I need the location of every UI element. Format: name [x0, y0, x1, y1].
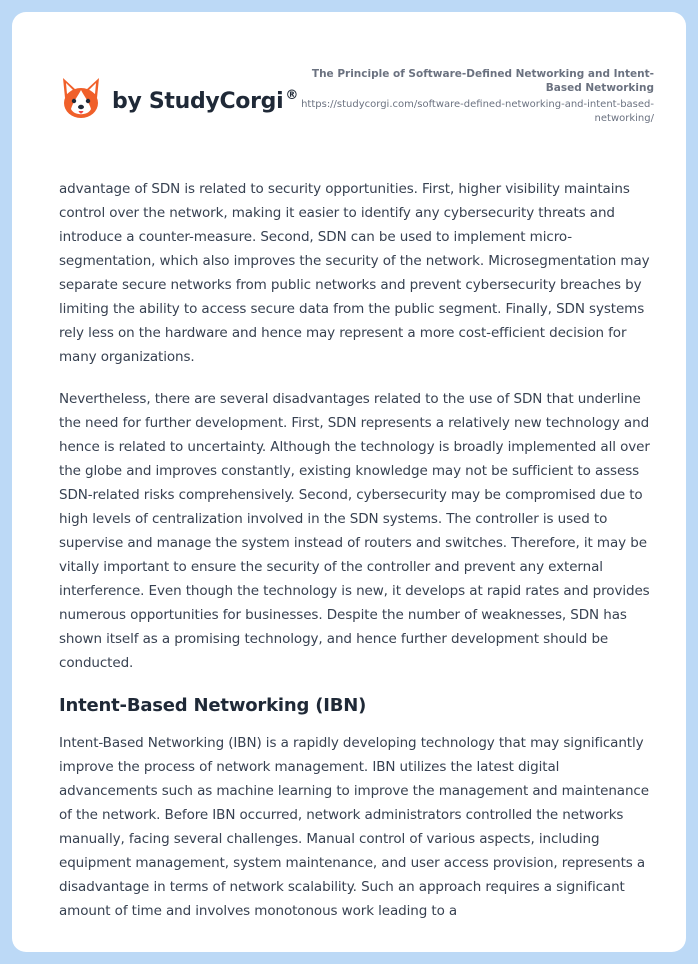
paragraph-sdn-advantages: advantage of SDN is related to security opportunities. First, higher visibility maintains control over the network, making it easier to identify any cybersecurity threats and introduce a counter-measure. Second, SDN can be used to implement micro-segmentation, which also improves the security of the network. Microsegmentation may separate secure networks from public networks and prevent cybersecurity breaches by limiting the ability to access secure data from the public segment. Finally, SDN systems rely less on the hardware and hence may represent a more cost-efficient decision for many organizations.	[59, 181, 650, 365]
document-url[interactable]: https://studycorgi.com/software-defined-networking-and-intent-based-networking/	[301, 99, 654, 124]
section-heading-ibn: Intent-Based Networking (IBN)	[59, 695, 367, 716]
document-page	[12, 12, 686, 952]
document-title: The Principle of Software-Defined Networking and Intent-Based Networking	[311, 68, 654, 94]
brand-name: by StudyCorgi ®	[112, 88, 299, 114]
paragraph-sdn-disadvantages: Nevertheless, there are several disadvantages related to the use of SDN that underline the need for further development. First, SDN represents a relatively new technology and hence is related to uncertainty. Although the technology is broadly implemented all over the globe and improves constantly, existing knowledge may not be sufficient to assess SDN-related risks comprehensively. Second, cybersecurity may be compromised due to high levels of centralization involved in the SDN systems. The controller is used to supervise and manage the system instead of routers and switches. Therefore, it may be vitally important to ensure the security of the controller and prevent any external interference. Even though the technology is new, it develops at rapid rates and provides numerous opportunities for businesses. Despite the number of weaknesses, SDN has shown itself as a promising technology, and hence further development should be conducted.	[59, 391, 650, 671]
document-body	[59, 177, 659, 941]
studycorgi-logo[interactable]	[60, 76, 298, 122]
registered-mark: ®	[285, 88, 299, 103]
corgi-logo-icon	[60, 76, 102, 122]
paragraph-ibn-intro: Intent-Based Networking (IBN) is a rapidly developing technology that may significantly improve the process of network management. IBN utilizes the latest digital advancements such as machine learning to improve the management and maintenance of the network. Before IBN occurred, network administrators controlled the networks manually, facing several challenges. Manual control of various aspects, including equipment management, system maintenance, and user access provision, represents a disadvantage in terms of network scalability. Such an approach requires a significant amount of time and involves monotonous work leading to a	[59, 735, 649, 919]
document-header-info	[294, 67, 654, 125]
